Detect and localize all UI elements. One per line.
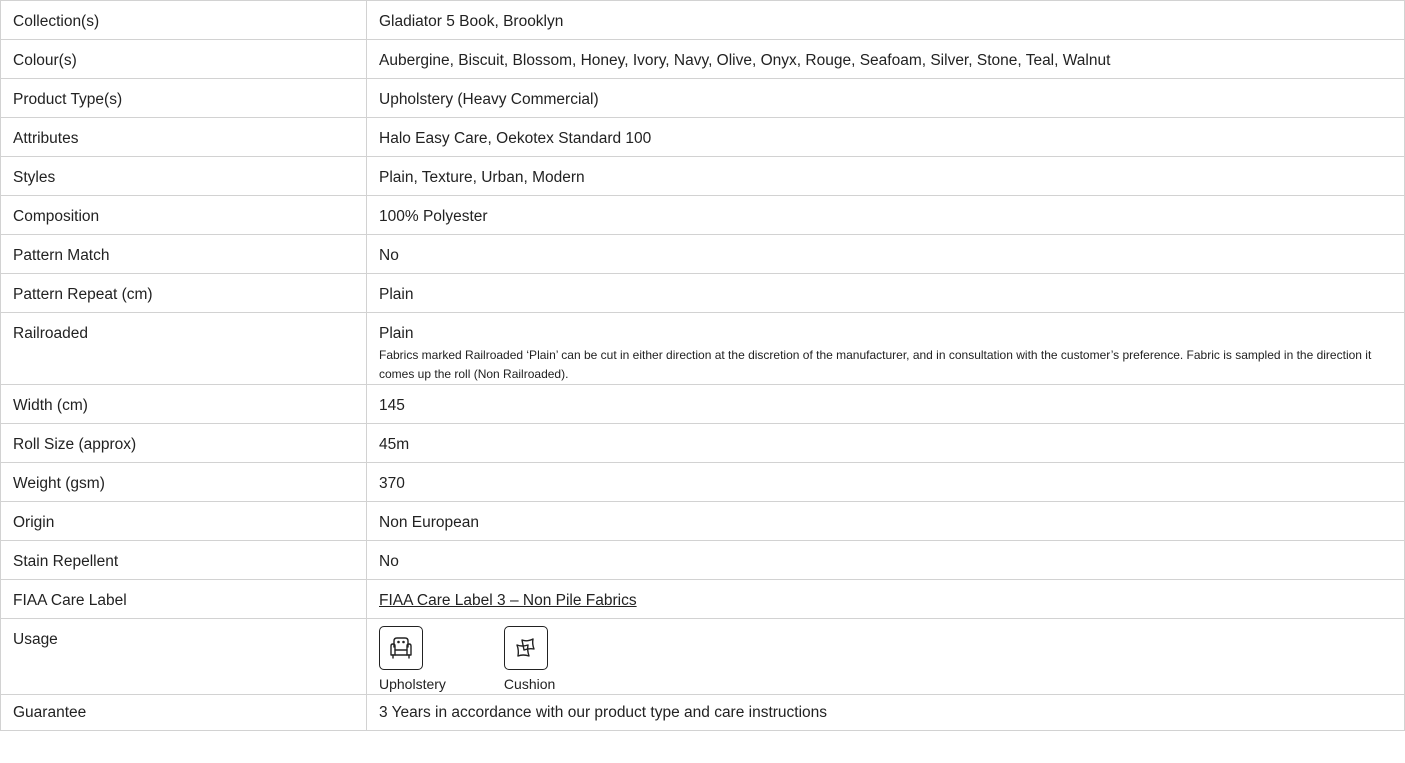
- table-row: [1, 118, 1405, 157]
- spec-value: No: [367, 541, 1405, 580]
- spec-value: 3 Years in accordance with our product type and care instructions: [367, 695, 1405, 731]
- spec-value: Plain, Texture, Urban, Modern: [367, 157, 1405, 196]
- spec-label: Attributes: [1, 118, 367, 157]
- spec-label: Roll Size (approx): [1, 424, 367, 463]
- spec-value: Plain: [379, 325, 414, 342]
- table-row: [1, 580, 1405, 619]
- spec-label: Colour(s): [1, 40, 367, 79]
- table-row: [1, 157, 1405, 196]
- usage-item-label: Cushion: [503, 676, 556, 692]
- spec-label: Collection(s): [1, 1, 367, 40]
- cushion-icon: [504, 626, 548, 670]
- spec-value: Non European: [367, 502, 1405, 541]
- railroaded-note: Fabrics marked Railroaded ‘Plain’ can be cut in either direction at the discretion of the manufacturer, and in consultation with the customer’s preference. Fabric is sampled in the direction it comes up the roll (Non Railroaded).: [379, 348, 1372, 381]
- spec-label: FIAA Care Label: [1, 580, 367, 619]
- spec-label: Composition: [1, 196, 367, 235]
- spec-value: Plain: [367, 274, 1405, 313]
- spec-value: Upholstery (Heavy Commercial): [367, 79, 1405, 118]
- table-row: [1, 385, 1405, 424]
- spec-label: Product Type(s): [1, 79, 367, 118]
- spec-value: 45m: [367, 424, 1405, 463]
- usage-item-upholstery: [379, 626, 446, 694]
- spec-label: Weight (gsm): [1, 463, 367, 502]
- table-row: [1, 619, 1405, 695]
- table-row: [1, 40, 1405, 79]
- table-row: [1, 79, 1405, 118]
- spec-label: Railroaded: [1, 313, 367, 385]
- spec-value: No: [367, 235, 1405, 274]
- table-row: [1, 274, 1405, 313]
- spec-value: Halo Easy Care, Oekotex Standard 100: [367, 118, 1405, 157]
- table-row: [1, 695, 1405, 731]
- spec-label: Width (cm): [1, 385, 367, 424]
- spec-value: Gladiator 5 Book, Brooklyn: [367, 1, 1405, 40]
- table-row: [1, 502, 1405, 541]
- table-row: [1, 1, 1405, 40]
- table-row: [1, 541, 1405, 580]
- spec-label: Origin: [1, 502, 367, 541]
- spec-value-cell: [367, 580, 1405, 619]
- spec-label: Pattern Match: [1, 235, 367, 274]
- usage-list: [379, 626, 1392, 694]
- fiaa-care-label-link[interactable]: FIAA Care Label 3 – Non Pile Fabrics: [379, 592, 637, 609]
- spec-value-cell: [367, 619, 1405, 695]
- spec-label: Pattern Repeat (cm): [1, 274, 367, 313]
- usage-item-cushion: [504, 626, 555, 694]
- armchair-icon: [379, 626, 423, 670]
- spec-value: 370: [367, 463, 1405, 502]
- spec-label: Stain Repellent: [1, 541, 367, 580]
- table-row: [1, 313, 1405, 385]
- spec-value: 145: [367, 385, 1405, 424]
- table-row: [1, 463, 1405, 502]
- spec-label: Guarantee: [1, 695, 367, 731]
- table-row: [1, 424, 1405, 463]
- spec-value-cell: [367, 313, 1405, 385]
- usage-item-label: Upholstery: [379, 676, 446, 692]
- spec-label: Styles: [1, 157, 367, 196]
- table-row: [1, 196, 1405, 235]
- spec-value: 100% Polyester: [367, 196, 1405, 235]
- spec-value: Aubergine, Biscuit, Blossom, Honey, Ivory, Navy, Olive, Onyx, Rouge, Seafoam, Silver, Stone, Teal, Walnut: [367, 40, 1405, 79]
- spec-label: Usage: [1, 619, 367, 695]
- table-row: [1, 235, 1405, 274]
